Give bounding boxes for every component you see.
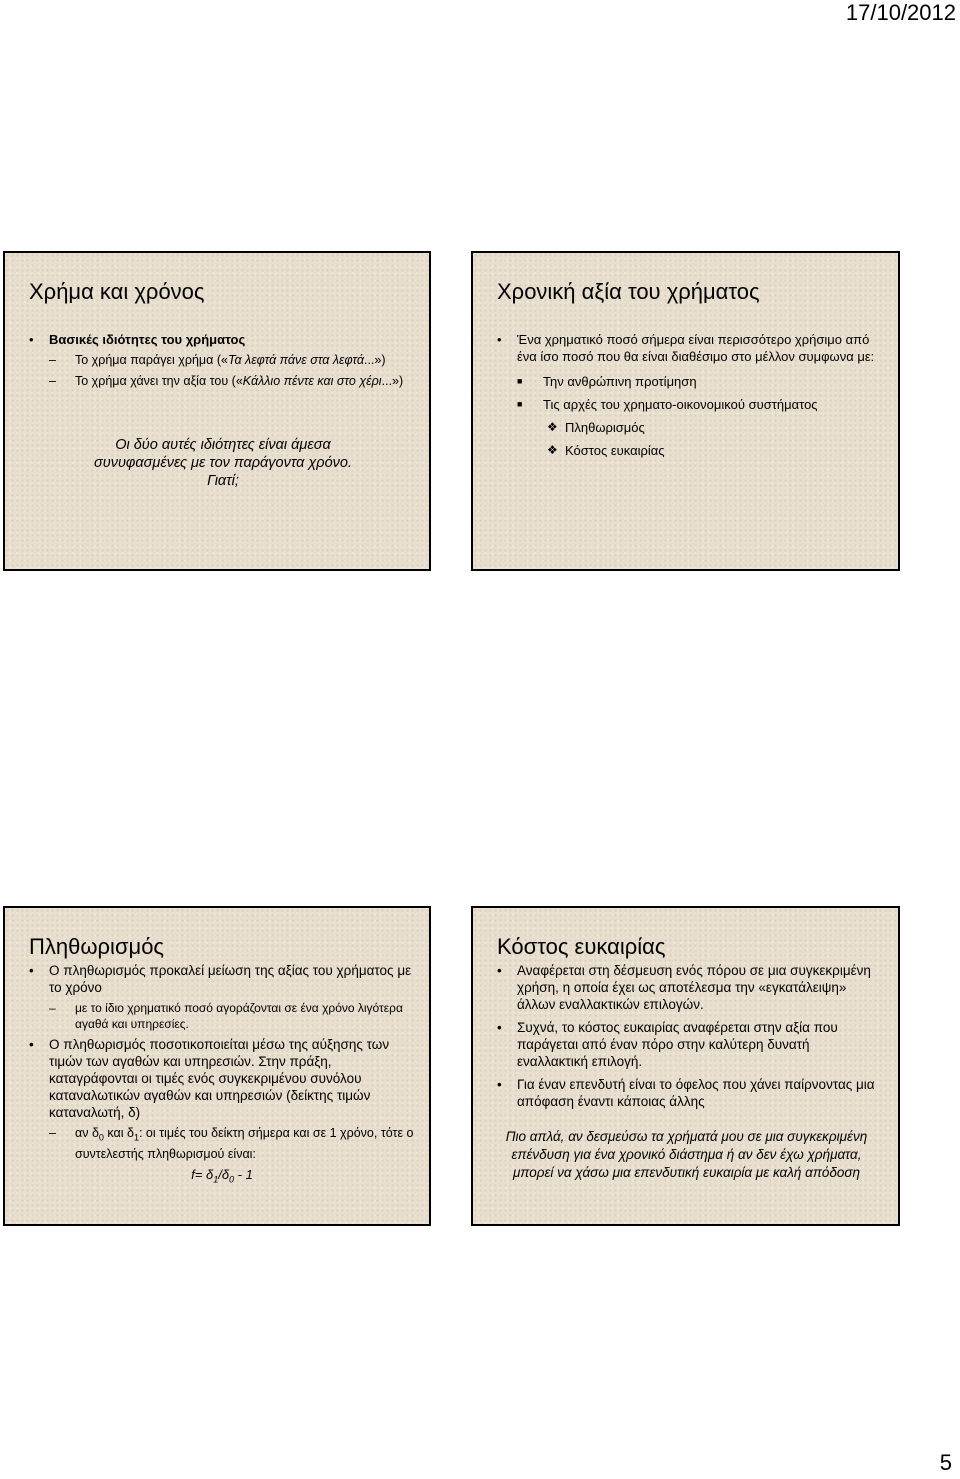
slide-body	[29, 331, 417, 490]
sub-item: – με το ίδιο χρηματικό ποσό αγοράζονται σε ένα χρόνο λιγότερα αγαθά και υπηρεσίες.	[49, 1001, 403, 1031]
slide-body	[497, 331, 886, 465]
dash-icon: –	[49, 1126, 56, 1140]
sub-item: – Το χρήμα χάνει την αξία του («Κάλλιο πέντε και στο χέρι...»)	[49, 374, 404, 388]
sub-item: ■ Την ανθρώπινη προτίμηση	[517, 374, 697, 389]
page-date: 17/10/2012	[845, 0, 956, 25]
square-bullet-icon: ■	[517, 376, 523, 386]
bullet-item: • Αναφέρεται στη δέσμευση ενός πόρου σε μια συγκεκριμένη χρήση, η οποία έχει ως αποτέλεσμα την «εγκατάλειψη» άλλων εναλλακτικών επιλογών.	[497, 963, 871, 1012]
bullet-item: • Για έναν επενδυτή είναι το όφελος που χάνει παίρνοντας μια απόφαση έναντι κάποιας άλλης	[497, 1077, 875, 1109]
bullet-dot-icon: •	[29, 1037, 34, 1052]
sub-item: – αν $\delta_0$ και $\delta_1$: οι τιμές του δείκτη σήμερα και σε 1 χρόνο, τότε ο συντελεστής πληθωρισμού είναι:	[49, 1126, 414, 1161]
bullet-dot-icon: •	[29, 963, 34, 978]
bullet-item: • Ο πληθωρισμός ποσοτικοποιείται μέσω της αύξησης των τιμών των αγαθών και υπηρεσιών. Στην πράξη, καταγράφονται οι τιμές ενός συγκεκριμένου συνόλου καταναλωτικών αγαθών και υπηρεσιών (δείκτης τιμών καταναλωτή, δ)	[29, 1037, 390, 1120]
square-bullet-icon: ■	[517, 399, 523, 409]
dash-icon: –	[49, 374, 56, 388]
slide-title: Κόστος ευκαιρίας	[497, 934, 666, 959]
slide-inflation	[3, 906, 431, 1226]
bullet-dot-icon: •	[497, 963, 502, 978]
slide-body	[29, 962, 415, 1188]
bullet-dot-icon: •	[29, 332, 34, 347]
sub-sub-item: ❖ Πληθωρισμός	[547, 420, 645, 435]
slide-title: Χρονική αξία του χρήματος	[497, 279, 760, 304]
slide-note: Οι δύο αυτές ιδιότητες είναι άμεσα συνυφασμένες με τον παράγοντα χρόνο. Γιατί;	[93, 437, 352, 489]
slide-money-and-time	[3, 251, 431, 571]
bullet-item: • Συχνά, το κόστος ευκαιρίας αναφέρεται στην αξία που παράγεται από έναν πόρο στην καλύτερη δυνατή εναλλακτική επιλογή.	[497, 1020, 838, 1069]
sub-item: – Το χρήμα παράγει χρήμα («Τα λεφτά πάνε στα λεφτά...»)	[49, 353, 386, 367]
slide-opportunity-cost	[471, 906, 900, 1226]
diamond-bullet-icon: ❖	[547, 443, 558, 457]
slide-note: Πιο απλά, αν δεσμεύσω τα χρήματά μου σε μια συγκεκριμένη επένδυση για ένα χρονικό διάστημα ή αν δεν έχω χρήματα, μπορεί να χάσω μια επενδυτική ευκαιρία με καλή απόδοση	[505, 1129, 868, 1180]
slide-body	[497, 962, 876, 1182]
bullet-item: • Ο πληθωρισμός προκαλεί μείωση της αξίας του χρήματος με το χρόνο	[29, 963, 412, 995]
slide-title: Πληθωρισμός	[29, 934, 165, 959]
diamond-bullet-icon: ❖	[547, 420, 558, 434]
bullet-dot-icon: •	[497, 332, 502, 347]
bullet-dot-icon: •	[497, 1020, 502, 1035]
dash-icon: –	[49, 1001, 56, 1015]
inflation-formula: $f= \delta_1/\delta_0 - 1$	[191, 1166, 253, 1185]
bullet-item: • Βασικές ιδιότητες του χρήματος	[29, 332, 246, 347]
slide-time-value-of-money	[471, 251, 900, 571]
page-number: 5	[939, 1450, 952, 1475]
slide-title: Χρήμα και χρόνος	[29, 279, 205, 304]
sub-item: ■ Τις αρχές του χρηματο-οικονομικού συστήματος	[517, 397, 818, 412]
bullet-dot-icon: •	[497, 1077, 502, 1092]
dash-icon: –	[49, 353, 56, 367]
bullet-item: • Ένα χρηματικό ποσό σήμερα είναι περισσότερο χρήσιμο από ένα ίσο ποσό που θα είναι διαθέσιμο στο μέλλον συμφωνα με:	[497, 332, 875, 364]
sub-sub-item: ❖ Κόστος ευκαιρίας	[547, 443, 665, 458]
